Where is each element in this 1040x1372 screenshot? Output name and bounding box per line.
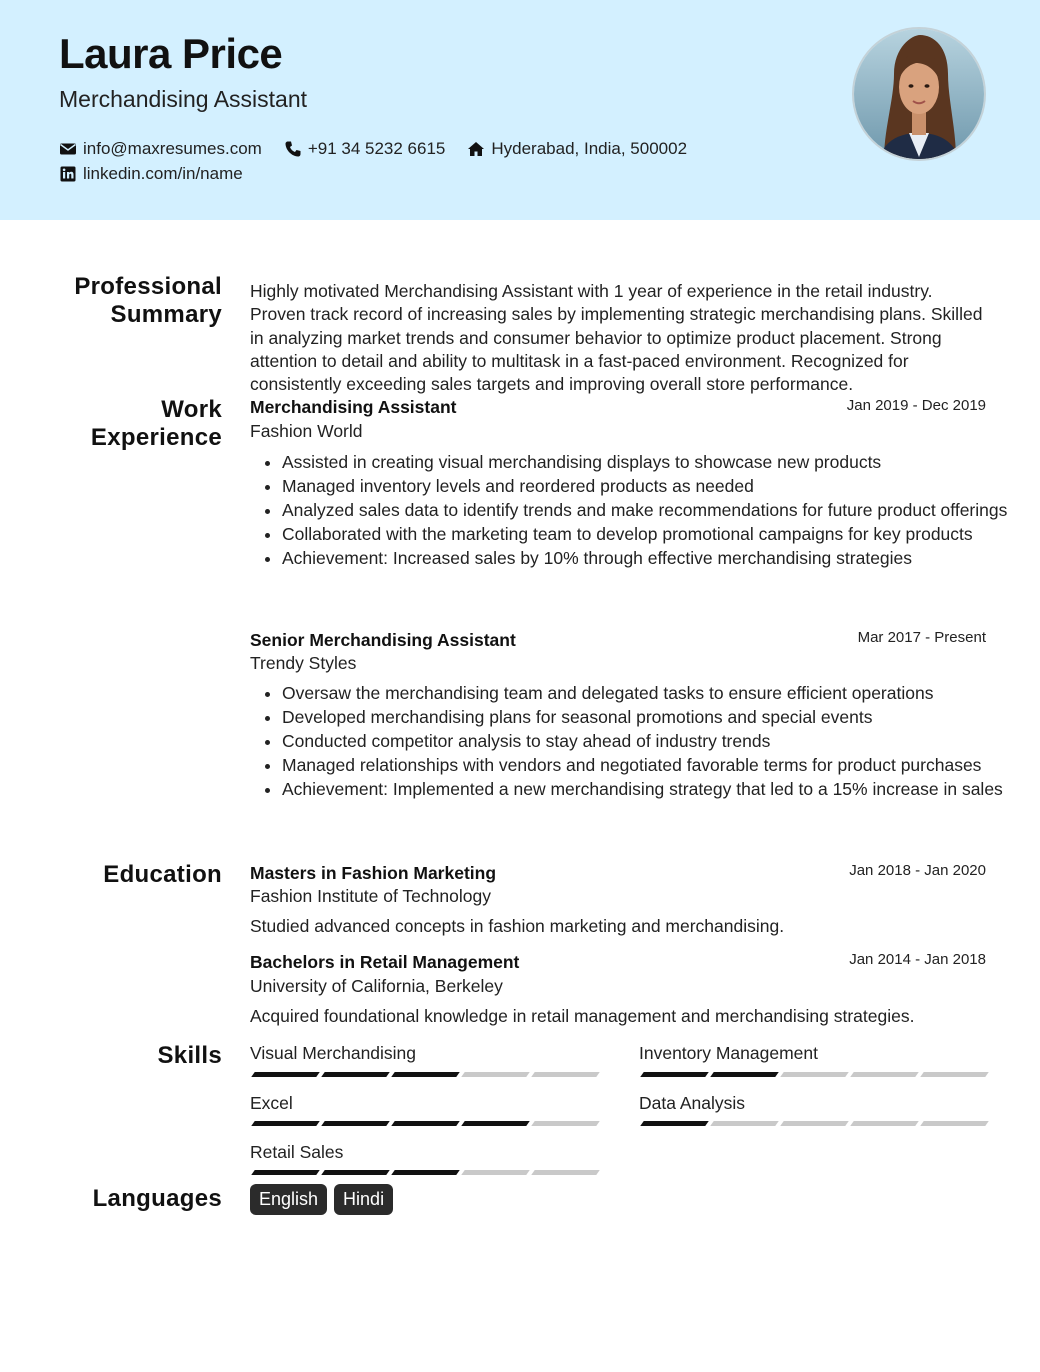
language-badge: Hindi (334, 1184, 393, 1215)
list-item: • Achievement: Increased sales by 10% through effective merchandising strategies (282, 547, 1012, 571)
section-title-line: Work (161, 396, 222, 423)
skill-segment-empty (461, 1072, 530, 1077)
list-item: • Oversaw the merchandising team and delegated tasks to ensure efficient operations (282, 682, 1012, 706)
linkedin-icon (59, 165, 77, 183)
linkedin-text: linkedin.com/in/name (83, 164, 243, 183)
skill-segment-filled (391, 1072, 460, 1077)
skill-segment-empty (780, 1121, 849, 1126)
contact-phone[interactable] (284, 139, 446, 159)
list-item: • Achievement: Implemented a new merchandising strategy that led to a 15% increase in sales (282, 778, 1012, 802)
contact-linkedin[interactable] (59, 164, 243, 184)
job-company: Fashion World (250, 421, 363, 441)
edu-description: Acquired foundational knowledge in retail management and merchandising strategies. (250, 1006, 915, 1026)
section-title-languages: Languages (92, 1185, 222, 1212)
skill-name: Visual Merchandising (250, 1043, 417, 1063)
job-title: Merchandising Assistant (250, 397, 457, 417)
skill-segment-filled (391, 1170, 460, 1175)
edu-dates: Jan 2014 - Jan 2018 (849, 951, 986, 968)
resume-header (0, 0, 1040, 220)
skill-segment-filled (640, 1121, 709, 1126)
edu-degree: Bachelors in Retail Management (250, 952, 520, 972)
candidate-name: Laura Price (59, 30, 283, 77)
skill-segment-empty (531, 1121, 600, 1126)
list-item: • Conducted competitor analysis to stay ahead of industry trends (282, 730, 1012, 754)
section-title-line: Experience (90, 424, 222, 451)
home-icon (467, 140, 485, 158)
edu-description: Studied advanced concepts in fashion marketing and merchandising. (250, 916, 785, 936)
skill-bar (253, 1072, 603, 1077)
section-title-line: Summary (110, 301, 222, 328)
job-dates: Jan 2019 - Dec 2019 (846, 397, 986, 414)
skill-segment-filled (321, 1072, 390, 1077)
skill-segment-filled (321, 1170, 390, 1175)
skill-segment-filled (461, 1121, 530, 1126)
list-item: • Analyzed sales data to identify trends and make recommendations for future product offerings (282, 499, 1012, 523)
skill-bar (642, 1121, 992, 1126)
job-title: Senior Merchandising Assistant (250, 630, 516, 650)
section-title-education: Education (103, 861, 222, 888)
address-text: Hyderabad, India, 500002 (491, 139, 688, 158)
job-bullets (250, 682, 1012, 802)
skill-segment-filled (391, 1121, 460, 1126)
skill-segment-filled (710, 1072, 779, 1077)
language-badge: English (250, 1184, 327, 1215)
contact-row-2 (59, 164, 265, 184)
section-title-skills: Skills (157, 1042, 222, 1069)
list-item: • Managed relationships with vendors and negotiated favorable terms for product purchases (282, 754, 1012, 778)
skill-name: Retail Sales (250, 1142, 344, 1162)
list-item: • Collaborated with the marketing team to develop promotional campaigns for key products (282, 523, 1012, 547)
skill-bar (642, 1072, 992, 1077)
contact-email[interactable] (59, 139, 262, 159)
skill-segment-filled (251, 1170, 320, 1175)
edu-school: Fashion Institute of Technology (250, 886, 491, 906)
edu-school: University of California, Berkeley (250, 976, 503, 996)
skill-segment-filled (640, 1072, 709, 1077)
skill-segment-filled (251, 1121, 320, 1126)
language-list (250, 1184, 400, 1215)
skill-segment-empty (710, 1121, 779, 1126)
summary-text: Highly motivated Merchandising Assistant with 1 year of experience in the retail industry. Proven track record of increasing sales by implementing strategic merchandising plans. Skilled in analyzing market trends and consumer behavior to optimize product placement. Strong attention to detail and ability to multitask in a fast-paced environment. Recognized for consistently exceeding sales targets and improving overall store performance. (250, 281, 983, 395)
skill-segment-filled (321, 1121, 390, 1126)
edu-dates: Jan 2018 - Jan 2020 (849, 862, 986, 879)
contact-row (59, 139, 709, 159)
section-title-summary (74, 273, 222, 329)
skill-segment-empty (531, 1072, 600, 1077)
contact-address (467, 139, 687, 159)
skill-segment-empty (531, 1170, 600, 1175)
skill-segment-empty (850, 1072, 919, 1077)
skill-segment-empty (920, 1072, 989, 1077)
edu-degree: Masters in Fashion Marketing (250, 863, 497, 883)
skill-segment-empty (850, 1121, 919, 1126)
skill-segment-empty (920, 1121, 989, 1126)
job-bullets (250, 451, 1012, 571)
candidate-title: Merchandising Assistant (59, 86, 308, 112)
section-title-work (91, 396, 222, 452)
list-item: • Developed merchandising plans for seasonal promotions and special events (282, 706, 1012, 730)
skill-segment-empty (461, 1170, 530, 1175)
skill-segment-empty (780, 1072, 849, 1077)
job-dates: Mar 2017 - Present (857, 629, 986, 646)
phone-text: +91 34 5232 6615 (307, 139, 446, 158)
skill-bar (253, 1121, 603, 1126)
envelope-icon (59, 140, 77, 158)
skill-name: Data Analysis (639, 1093, 746, 1113)
skill-bar (253, 1170, 603, 1175)
skill-segment-filled (251, 1072, 320, 1077)
list-item: • Assisted in creating visual merchandising displays to showcase new products (282, 451, 1012, 475)
section-title-line: Professional (74, 273, 222, 300)
phone-icon (284, 140, 302, 158)
email-text: info@maxresumes.com (83, 139, 262, 158)
skill-name: Excel (250, 1093, 293, 1113)
list-item: • Managed inventory levels and reordered products as needed (282, 475, 1012, 499)
job-company: Trendy Styles (250, 653, 357, 673)
skill-name: Inventory Management (639, 1043, 818, 1063)
profile-photo (852, 27, 986, 161)
